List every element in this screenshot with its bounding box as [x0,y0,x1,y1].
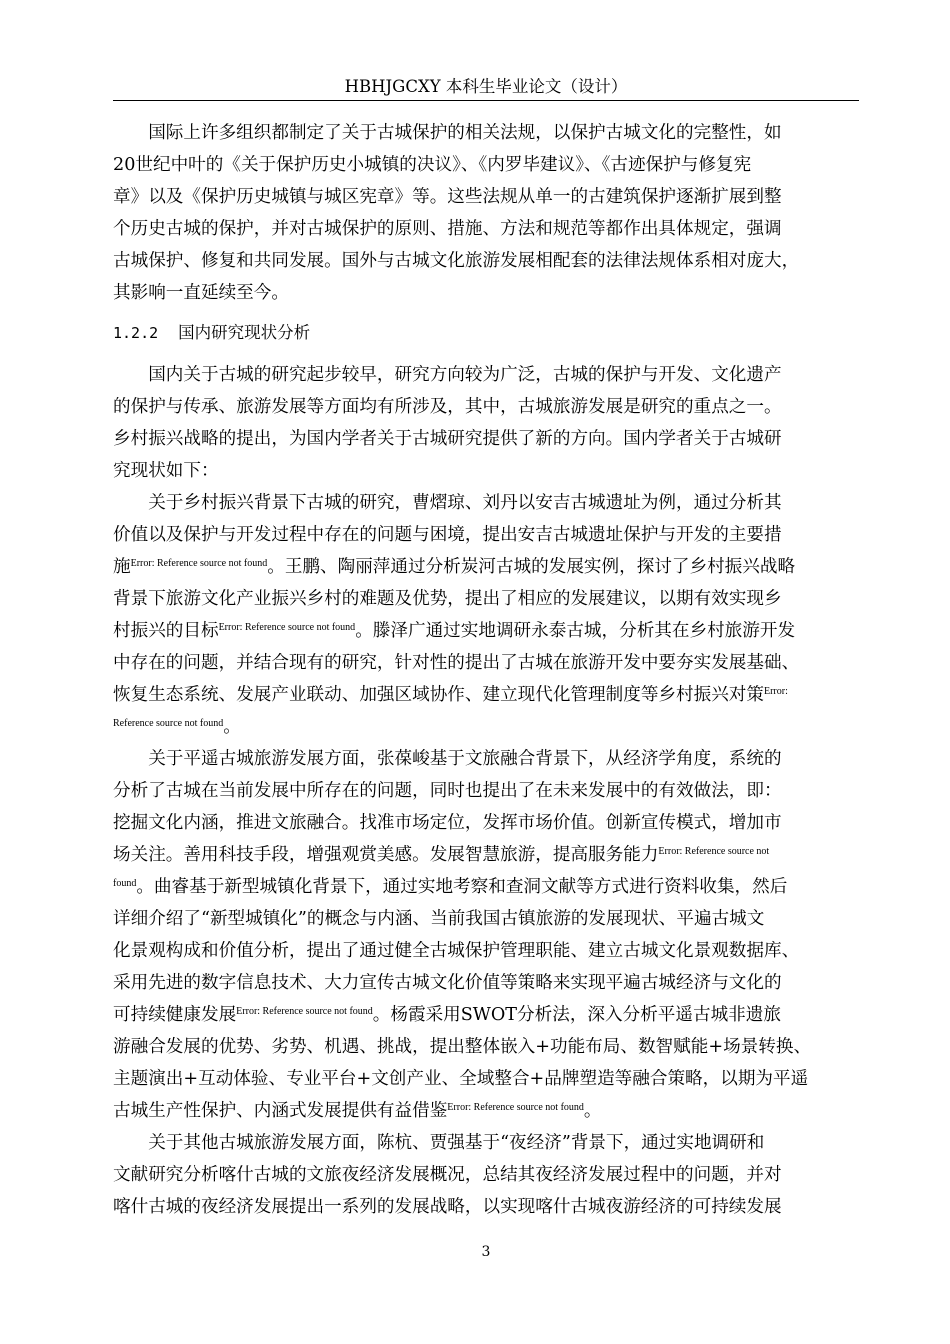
text-fragment: 场关注。善用科技手段，增强观赏美感。发展智慧旅游，提高服务能力 [113,845,659,865]
reference-error: Reference source not found [113,718,224,729]
text-line [113,615,859,647]
running-header: HBHJGCXY 本科生毕业论文（设计） [344,77,628,96]
text-line: 个历史古城的保护，并对古城保护的原则、措施、方法和规范等都作出具体规定，强调 [113,219,782,239]
text-line [113,551,859,583]
header-rule [113,100,859,101]
text-line [113,679,859,711]
text-fragment: 村振兴的目标 [113,621,219,641]
paragraph-rural-revitalization [113,487,859,743]
paragraph-pingyao [113,743,859,1127]
text-line: 主题演出+互动体验、专业平台+文创产业、全域整合+品牌塑造等融合策略，以期为平遥 [113,1069,809,1089]
text-line: 究现状如下： [113,461,219,481]
paragraph-domestic-overview [113,359,859,487]
text-line: 国内关于古城的研究起步较早，研究方向较为广泛，古城的保护与开发、文化遗产 [148,365,782,385]
text-line [113,1095,859,1127]
text-line: 价值以及保护与开发过程中存在的问题与困境，提出安吉古城遗址保护与开发的主要措 [113,525,782,545]
reference-error: Error: Reference source not found [447,1102,584,1113]
text-line: 关于乡村振兴背景下古城的研究，曹熠琼、刘丹以安吉古城遗址为例，通过分析其 [148,493,782,513]
text-line: 关于平遥古城旅游发展方面，张葆峻基于文旅融合背景下，从经济学角度，系统的 [148,749,782,769]
text-fragment: 施 [113,557,131,577]
section-title: 国内研究现状分析 [178,323,311,342]
text-fragment: 。 [223,717,241,737]
text-line: 分析了古城在当前发展中所存在的问题，同时也提出了在未来发展中的有效做法，即： [113,781,782,801]
text-line: 文献研究分析喀什古城的文旅夜经济发展概况，总结其夜经济发展过程中的问题，并对 [113,1165,782,1185]
text-fragment: 。 [583,1101,602,1121]
text-line: 乡村振兴战略的提出，为国内学者关于古城研究提供了新的方向。国内学者关于古城研 [113,429,782,449]
text-line: 挖掘文化内涵，推进文旅融合。找准市场定位，发挥市场价值。创新宣传模式，增加市 [113,813,782,833]
text-line: 化景观构成和价值分析，提出了通过健全古城保护管理职能、建立古城文化景观数据库、 [113,941,800,961]
text-line: 采用先进的数字信息技术、大力宣传古城文化价值等策略来实现平遍古城经济与文化的 [113,973,782,993]
text-line: 章》以及《保护历史城镇与城区宪章》等。这些法规从单一的古建筑保护逐渐扩展到整 [113,187,782,207]
text-line [113,999,859,1031]
section-heading [113,317,859,349]
text-line: 古城保护、修复和共同发展。国外与古城文化旅游发展相配套的法律法规体系相对庞大， [113,251,800,271]
paragraph-other-cities [113,1127,859,1223]
body-text [113,117,859,1223]
text-line [113,839,859,871]
text-fragment: 。滕泽广通过实地调研永泰古城，分析其在乡村旅游开发 [355,621,796,641]
reference-error: Error: Reference source not [658,846,770,857]
reference-error: Error: Reference source not found [130,558,268,569]
text-fragment: 古城生产性保护、内涵式发展提供有益借鉴 [113,1101,448,1121]
reference-error: Error: Reference source not found [218,622,356,633]
section-number: 1.2.2 [113,324,159,342]
text-line: 喀什古城的夜经济发展提出一系列的发展战略，以实现喀什古城夜游经济的可持续发展 [113,1197,782,1217]
reference-error: Error: [763,686,788,697]
text-fragment: 。王鹏、陶丽萍通过分析炭河古城的发展实例，探讨了乡村振兴战略 [267,557,796,577]
text-line: 关于其他古城旅游发展方面，陈杭、贾强基于“夜经济”背景下，通过实地调研和 [148,1133,765,1153]
text-line: 中存在的问题，并结合现有的研究，针对性的提出了古城在旅游开发中要夯实发展基础、 [113,653,800,673]
text-line: 的保护与传承、旅游发展等方面均有所涉及，其中，古城旅游发展是研究的重点之一。 [113,397,782,417]
text-line: 详细介绍了“新型城镇化”的概念与内涵、当前我国古镇旅游的发展现状、平遍古城文 [113,909,765,929]
paragraph-international-regulations [113,117,859,309]
text-line: 游融合发展的优势、劣势、机遇、挑战，提出整体嵌入+功能布局、数智赋能+场景转换、 [113,1037,812,1057]
reference-error: Error: Reference source not found [236,1006,373,1017]
text-line [113,871,859,903]
text-fragment: 。曲睿基于新型城镇化背景下，通过实地考察和查洞文献等方式进行资料收集，然后 [136,877,788,897]
text-fragment: 。杨霞采用SWOT分析法，深入分析平遥古城非遗旅 [372,1005,781,1025]
text-line [113,711,859,743]
text-fragment: 恢复生态系统、发展产业联动、加强区域协作、建立现代化管理制度等乡村振兴对策 [113,685,764,705]
text-line: 其影响一直延续至今。 [113,283,289,303]
text-line: 背景下旅游文化产业振兴乡村的难题及优势，提出了相应的发展建议，以期有效实现乡 [113,589,782,609]
text-line: 20世纪中叶的《关于保护历史小城镇的决议》、《内罗毕建议》、《古迹保护与修复宪 [113,155,752,175]
page-number: 3 [481,1244,491,1260]
text-fragment: 可持续健康发展 [113,1005,237,1025]
reference-error: found [113,878,137,889]
text-line: 国际上许多组织都制定了关于古城保护的相关法规，以保护古城文化的完整性，如 [148,123,782,143]
